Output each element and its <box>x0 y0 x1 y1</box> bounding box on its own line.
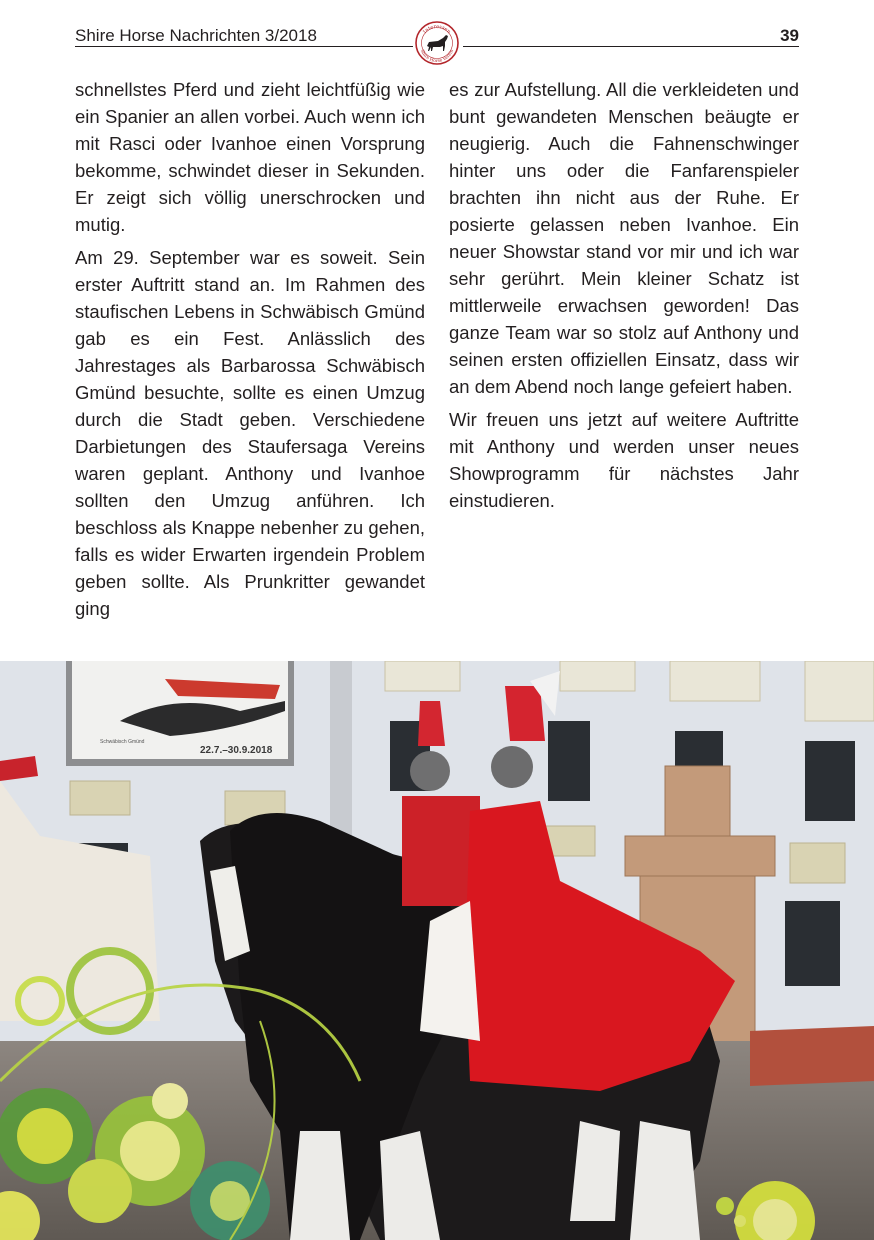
logo-text-bottom: Shire Horse Verein <box>418 49 456 65</box>
paragraph: es zur Aufstellung. All die verkleideten und bunt gewandeten Menschen beäugte er neugierig. Auch die Fahnenschwinger hinter uns oder die Fanfarenspieler brachten ihn nicht aus der Ruhe. Er posierte gelassen neben Ivanhoe. Ein neuer Showstar stand vor mir und ich war sehr gerührt. Mein kleiner Schatz ist mittlerweile erwachsen geworden! Das ganze Team war so stolz auf Anthony und seinen ersten offiziellen Einsatz, dass wir an dem Abend noch lange gefeiert haben. <box>449 79 799 397</box>
poster-date: 22.7.–30.9.2018 <box>200 745 273 756</box>
exhibition-poster <box>66 661 294 766</box>
logo-text-top: Interessen <box>422 23 452 36</box>
club-logo <box>414 20 460 66</box>
poster-small-text: Schwäbisch Gmünd <box>100 739 145 745</box>
header-rule-right <box>463 46 799 47</box>
publication-title: Shire Horse Nachrichten 3/2018 <box>75 26 317 45</box>
article-column-right <box>449 76 799 520</box>
article-column-left <box>75 76 425 628</box>
article-photo <box>0 661 874 1240</box>
paragraph: Am 29. September war es soweit. Sein erster Auftritt stand an. Im Rahmen des staufischen Lebens in Schwäbisch Gmünd gab es ein Fest. Anlässlich des Jahrestages als Barbarossa Schwäbisch Gmünd besuchte, sollte es einen Umzug durch die Stadt geben. Verschiedene Darbietungen des Staufersaga Vereins waren geplant. Anthony und Ivanhoe sollten den Umzug anführen. Ich beschloss als Knappe nebenher zu gehen, falls es wider Erwarten irgendein Problem geben sollte. Als Prunkritter gewandet ging <box>75 247 425 619</box>
paragraph: schnellstes Pferd und zieht leichtfüßig wie ein Spanier an allen vorbei. Auch wenn ich mit Rasci oder Ivanhoe einen Vorsprung bekomme, schwindet dieser in Sekunden. Er zeigt sich völlig unerschrocken und mutig. <box>75 79 425 235</box>
header-rule-left <box>75 46 413 47</box>
page-number: 39 <box>780 26 799 45</box>
paragraph: Wir freuen uns jetzt auf weitere Auftritte mit Anthony und werden unser neues Showprogramm für nächstes Jahr einstudieren. <box>449 409 799 511</box>
photo-knights-on-shire-horses <box>0 661 874 1240</box>
